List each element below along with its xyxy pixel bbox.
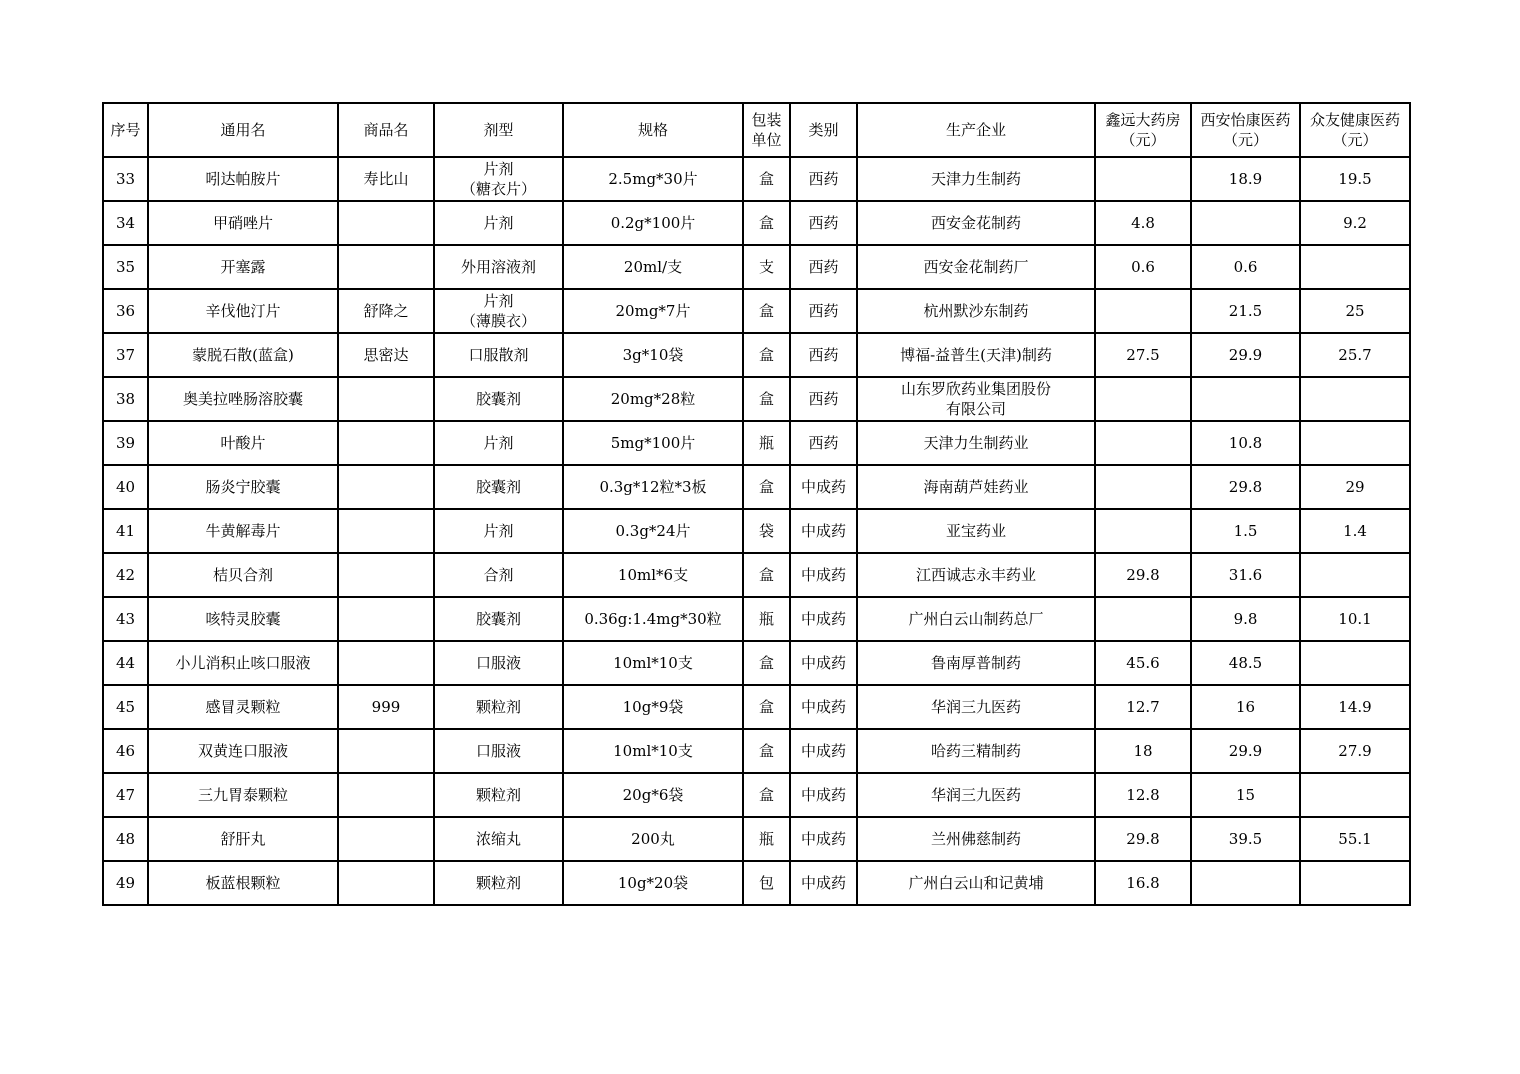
- cell-col-index: 35: [103, 245, 148, 289]
- cell-col-price-zhongyou: [1300, 553, 1410, 597]
- cell-col-index: 40: [103, 465, 148, 509]
- table-row: [103, 289, 1410, 333]
- header-col-dosage-form: 剂型: [434, 103, 563, 157]
- table-row: [103, 465, 1410, 509]
- cell-col-brand-name: [338, 465, 434, 509]
- cell-col-spec: 20mg*28粒: [563, 377, 743, 421]
- table-row: [103, 509, 1410, 553]
- cell-col-index: 48: [103, 817, 148, 861]
- cell-col-spec: 0.36g:1.4mg*30粒: [563, 597, 743, 641]
- cell-col-brand-name: 舒降之: [338, 289, 434, 333]
- table-row: [103, 201, 1410, 245]
- cell-col-dosage-form: 片剂 （薄膜衣）: [434, 289, 563, 333]
- cell-col-category: 中成药: [790, 773, 857, 817]
- table-row: [103, 157, 1410, 201]
- header-col-price-yikang: 西安怡康医药 （元）: [1191, 103, 1300, 157]
- cell-col-spec: 3g*10袋: [563, 333, 743, 377]
- cell-col-category: 西药: [790, 289, 857, 333]
- header-col-price-zhongyou: 众友健康医药 （元）: [1300, 103, 1410, 157]
- cell-col-index: 49: [103, 861, 148, 905]
- cell-col-category: 西药: [790, 245, 857, 289]
- cell-col-index: 41: [103, 509, 148, 553]
- cell-col-category: 中成药: [790, 861, 857, 905]
- cell-col-price-zhongyou: 29: [1300, 465, 1410, 509]
- cell-col-pack-unit: 盒: [743, 157, 790, 201]
- cell-col-price-xinyuan: 29.8: [1095, 817, 1191, 861]
- cell-col-price-zhongyou: [1300, 377, 1410, 421]
- cell-col-spec: 20mg*7片: [563, 289, 743, 333]
- cell-col-price-xinyuan: [1095, 509, 1191, 553]
- cell-col-generic-name: 舒肝丸: [148, 817, 338, 861]
- cell-col-brand-name: [338, 377, 434, 421]
- header-col-spec: 规格: [563, 103, 743, 157]
- cell-col-dosage-form: 合剂: [434, 553, 563, 597]
- cell-col-spec: 10ml*6支: [563, 553, 743, 597]
- cell-col-generic-name: 双黄连口服液: [148, 729, 338, 773]
- cell-col-price-yikang: [1191, 201, 1300, 245]
- cell-col-index: 37: [103, 333, 148, 377]
- cell-col-index: 44: [103, 641, 148, 685]
- cell-col-manufacturer: 海南葫芦娃药业: [857, 465, 1095, 509]
- cell-col-dosage-form: 颗粒剂: [434, 773, 563, 817]
- cell-col-generic-name: 奥美拉唑肠溶胶囊: [148, 377, 338, 421]
- cell-col-price-zhongyou: [1300, 773, 1410, 817]
- header-col-generic-name: 通用名: [148, 103, 338, 157]
- cell-col-spec: 10ml*10支: [563, 729, 743, 773]
- cell-col-price-yikang: [1191, 377, 1300, 421]
- cell-col-category: 中成药: [790, 641, 857, 685]
- table-row: [103, 641, 1410, 685]
- cell-col-generic-name: 咳特灵胶囊: [148, 597, 338, 641]
- cell-col-price-yikang: [1191, 861, 1300, 905]
- cell-col-price-xinyuan: 18: [1095, 729, 1191, 773]
- cell-col-manufacturer: 广州白云山制药总厂: [857, 597, 1095, 641]
- cell-col-pack-unit: 瓶: [743, 597, 790, 641]
- cell-col-price-xinyuan: [1095, 465, 1191, 509]
- cell-col-index: 38: [103, 377, 148, 421]
- cell-col-manufacturer: 华润三九医药: [857, 773, 1095, 817]
- cell-col-manufacturer: 鲁南厚普制药: [857, 641, 1095, 685]
- cell-col-generic-name: 吲达帕胺片: [148, 157, 338, 201]
- cell-col-pack-unit: 盒: [743, 465, 790, 509]
- cell-col-dosage-form: 片剂 （糖衣片）: [434, 157, 563, 201]
- cell-col-price-xinyuan: [1095, 421, 1191, 465]
- cell-col-price-yikang: 9.8: [1191, 597, 1300, 641]
- cell-col-dosage-form: 胶囊剂: [434, 377, 563, 421]
- cell-col-pack-unit: 盒: [743, 773, 790, 817]
- table-row: [103, 773, 1410, 817]
- cell-col-category: 中成药: [790, 553, 857, 597]
- cell-col-dosage-form: 片剂: [434, 421, 563, 465]
- cell-col-price-zhongyou: 10.1: [1300, 597, 1410, 641]
- cell-col-brand-name: [338, 421, 434, 465]
- cell-col-dosage-form: 片剂: [434, 509, 563, 553]
- cell-col-brand-name: [338, 597, 434, 641]
- cell-col-dosage-form: 胶囊剂: [434, 465, 563, 509]
- cell-col-index: 36: [103, 289, 148, 333]
- cell-col-price-zhongyou: 25: [1300, 289, 1410, 333]
- cell-col-manufacturer: 天津力生制药: [857, 157, 1095, 201]
- cell-col-generic-name: 桔贝合剂: [148, 553, 338, 597]
- cell-col-price-xinyuan: [1095, 377, 1191, 421]
- cell-col-dosage-form: 浓缩丸: [434, 817, 563, 861]
- cell-col-dosage-form: 颗粒剂: [434, 861, 563, 905]
- cell-col-price-xinyuan: [1095, 289, 1191, 333]
- cell-col-price-xinyuan: 0.6: [1095, 245, 1191, 289]
- cell-col-category: 中成药: [790, 509, 857, 553]
- table-row: [103, 597, 1410, 641]
- header-col-index: 序号: [103, 103, 148, 157]
- cell-col-price-yikang: 29.8: [1191, 465, 1300, 509]
- cell-col-pack-unit: 盒: [743, 333, 790, 377]
- table-row: [103, 729, 1410, 773]
- cell-col-brand-name: [338, 773, 434, 817]
- cell-col-spec: 200丸: [563, 817, 743, 861]
- cell-col-spec: 0.3g*12粒*3板: [563, 465, 743, 509]
- cell-col-index: 43: [103, 597, 148, 641]
- table-row: [103, 421, 1410, 465]
- cell-col-price-zhongyou: [1300, 421, 1410, 465]
- header-col-brand-name: 商品名: [338, 103, 434, 157]
- table-row: [103, 245, 1410, 289]
- cell-col-price-zhongyou: 9.2: [1300, 201, 1410, 245]
- cell-col-price-yikang: 48.5: [1191, 641, 1300, 685]
- cell-col-brand-name: [338, 729, 434, 773]
- cell-col-price-yikang: 1.5: [1191, 509, 1300, 553]
- cell-col-index: 39: [103, 421, 148, 465]
- cell-col-price-yikang: 10.8: [1191, 421, 1300, 465]
- cell-col-category: 西药: [790, 421, 857, 465]
- cell-col-index: 42: [103, 553, 148, 597]
- header-col-price-xinyuan: 鑫远大药房 （元）: [1095, 103, 1191, 157]
- cell-col-price-xinyuan: 27.5: [1095, 333, 1191, 377]
- cell-col-generic-name: 甲硝唑片: [148, 201, 338, 245]
- cell-col-manufacturer: 江西诚志永丰药业: [857, 553, 1095, 597]
- cell-col-generic-name: 感冒灵颗粒: [148, 685, 338, 729]
- cell-col-pack-unit: 盒: [743, 377, 790, 421]
- cell-col-dosage-form: 胶囊剂: [434, 597, 563, 641]
- cell-col-price-yikang: 21.5: [1191, 289, 1300, 333]
- cell-col-price-zhongyou: 55.1: [1300, 817, 1410, 861]
- cell-col-pack-unit: 盒: [743, 641, 790, 685]
- cell-col-manufacturer: 亚宝药业: [857, 509, 1095, 553]
- cell-col-price-zhongyou: [1300, 245, 1410, 289]
- cell-col-generic-name: 牛黄解毒片: [148, 509, 338, 553]
- cell-col-manufacturer: 博福-益普生(天津)制药: [857, 333, 1095, 377]
- cell-col-generic-name: 板蓝根颗粒: [148, 861, 338, 905]
- cell-col-spec: 20ml/支: [563, 245, 743, 289]
- cell-col-pack-unit: 支: [743, 245, 790, 289]
- cell-col-manufacturer: 西安金花制药: [857, 201, 1095, 245]
- cell-col-manufacturer: 杭州默沙东制药: [857, 289, 1095, 333]
- cell-col-price-xinyuan: 12.8: [1095, 773, 1191, 817]
- cell-col-price-zhongyou: [1300, 641, 1410, 685]
- cell-col-manufacturer: 广州白云山和记黄埔: [857, 861, 1095, 905]
- cell-col-generic-name: 叶酸片: [148, 421, 338, 465]
- cell-col-pack-unit: 瓶: [743, 421, 790, 465]
- table-row: [103, 861, 1410, 905]
- cell-col-category: 中成药: [790, 597, 857, 641]
- table-row: [103, 553, 1410, 597]
- cell-col-dosage-form: 颗粒剂: [434, 685, 563, 729]
- cell-col-price-xinyuan: [1095, 157, 1191, 201]
- cell-col-price-xinyuan: 4.8: [1095, 201, 1191, 245]
- cell-col-manufacturer: 山东罗欣药业集团股份 有限公司: [857, 377, 1095, 421]
- cell-col-brand-name: 999: [338, 685, 434, 729]
- cell-col-pack-unit: 盒: [743, 289, 790, 333]
- header-col-category: 类别: [790, 103, 857, 157]
- cell-col-dosage-form: 口服散剂: [434, 333, 563, 377]
- cell-col-brand-name: [338, 553, 434, 597]
- cell-col-category: 西药: [790, 157, 857, 201]
- cell-col-price-xinyuan: 45.6: [1095, 641, 1191, 685]
- table-row: [103, 333, 1410, 377]
- header-col-manufacturer: 生产企业: [857, 103, 1095, 157]
- cell-col-category: 中成药: [790, 729, 857, 773]
- cell-col-price-xinyuan: 29.8: [1095, 553, 1191, 597]
- cell-col-spec: 10g*9袋: [563, 685, 743, 729]
- cell-col-price-yikang: 31.6: [1191, 553, 1300, 597]
- cell-col-price-yikang: 29.9: [1191, 333, 1300, 377]
- table-row: [103, 685, 1410, 729]
- cell-col-dosage-form: 口服液: [434, 641, 563, 685]
- cell-col-spec: 10ml*10支: [563, 641, 743, 685]
- cell-col-manufacturer: 哈药三精制药: [857, 729, 1095, 773]
- cell-col-price-yikang: 29.9: [1191, 729, 1300, 773]
- cell-col-spec: 0.3g*24片: [563, 509, 743, 553]
- cell-col-index: 33: [103, 157, 148, 201]
- cell-col-pack-unit: 盒: [743, 729, 790, 773]
- cell-col-pack-unit: 袋: [743, 509, 790, 553]
- cell-col-brand-name: [338, 861, 434, 905]
- cell-col-index: 47: [103, 773, 148, 817]
- cell-col-manufacturer: 天津力生制药业: [857, 421, 1095, 465]
- cell-col-pack-unit: 瓶: [743, 817, 790, 861]
- cell-col-price-xinyuan: [1095, 597, 1191, 641]
- cell-col-spec: 0.2g*100片: [563, 201, 743, 245]
- cell-col-price-zhongyou: [1300, 861, 1410, 905]
- cell-col-spec: 10g*20袋: [563, 861, 743, 905]
- cell-col-price-yikang: 16: [1191, 685, 1300, 729]
- cell-col-dosage-form: 片剂: [434, 201, 563, 245]
- cell-col-price-yikang: 39.5: [1191, 817, 1300, 861]
- cell-col-generic-name: 肠炎宁胶囊: [148, 465, 338, 509]
- cell-col-index: 45: [103, 685, 148, 729]
- cell-col-category: 西药: [790, 201, 857, 245]
- cell-col-price-zhongyou: 19.5: [1300, 157, 1410, 201]
- cell-col-price-zhongyou: 1.4: [1300, 509, 1410, 553]
- cell-col-pack-unit: 盒: [743, 685, 790, 729]
- table-body: [103, 157, 1410, 905]
- cell-col-price-zhongyou: 27.9: [1300, 729, 1410, 773]
- table-row: [103, 377, 1410, 421]
- cell-col-price-zhongyou: 25.7: [1300, 333, 1410, 377]
- table-header-row: [103, 103, 1410, 157]
- header-col-pack-unit: 包装 单位: [743, 103, 790, 157]
- cell-col-manufacturer: 华润三九医药: [857, 685, 1095, 729]
- cell-col-generic-name: 三九胃泰颗粒: [148, 773, 338, 817]
- cell-col-brand-name: 寿比山: [338, 157, 434, 201]
- cell-col-category: 中成药: [790, 817, 857, 861]
- cell-col-price-yikang: 15: [1191, 773, 1300, 817]
- cell-col-price-xinyuan: 12.7: [1095, 685, 1191, 729]
- cell-col-price-zhongyou: 14.9: [1300, 685, 1410, 729]
- cell-col-brand-name: 思密达: [338, 333, 434, 377]
- cell-col-index: 34: [103, 201, 148, 245]
- cell-col-price-yikang: 18.9: [1191, 157, 1300, 201]
- cell-col-pack-unit: 盒: [743, 553, 790, 597]
- cell-col-manufacturer: 西安金花制药厂: [857, 245, 1095, 289]
- cell-col-category: 中成药: [790, 465, 857, 509]
- cell-col-dosage-form: 口服液: [434, 729, 563, 773]
- cell-col-index: 46: [103, 729, 148, 773]
- cell-col-spec: 20g*6袋: [563, 773, 743, 817]
- cell-col-category: 西药: [790, 333, 857, 377]
- cell-col-pack-unit: 包: [743, 861, 790, 905]
- cell-col-generic-name: 蒙脱石散(蓝盒): [148, 333, 338, 377]
- cell-col-brand-name: [338, 245, 434, 289]
- table-row: [103, 817, 1410, 861]
- cell-col-dosage-form: 外用溶液剂: [434, 245, 563, 289]
- cell-col-spec: 5mg*100片: [563, 421, 743, 465]
- cell-col-generic-name: 小儿消积止咳口服液: [148, 641, 338, 685]
- drug-price-table: [102, 102, 1411, 906]
- cell-col-price-xinyuan: 16.8: [1095, 861, 1191, 905]
- cell-col-manufacturer: 兰州佛慈制药: [857, 817, 1095, 861]
- cell-col-spec: 2.5mg*30片: [563, 157, 743, 201]
- cell-col-generic-name: 开塞露: [148, 245, 338, 289]
- cell-col-brand-name: [338, 641, 434, 685]
- cell-col-category: 中成药: [790, 685, 857, 729]
- cell-col-brand-name: [338, 817, 434, 861]
- cell-col-pack-unit: 盒: [743, 201, 790, 245]
- cell-col-price-yikang: 0.6: [1191, 245, 1300, 289]
- cell-col-brand-name: [338, 201, 434, 245]
- cell-col-generic-name: 辛伐他汀片: [148, 289, 338, 333]
- cell-col-brand-name: [338, 509, 434, 553]
- cell-col-category: 西药: [790, 377, 857, 421]
